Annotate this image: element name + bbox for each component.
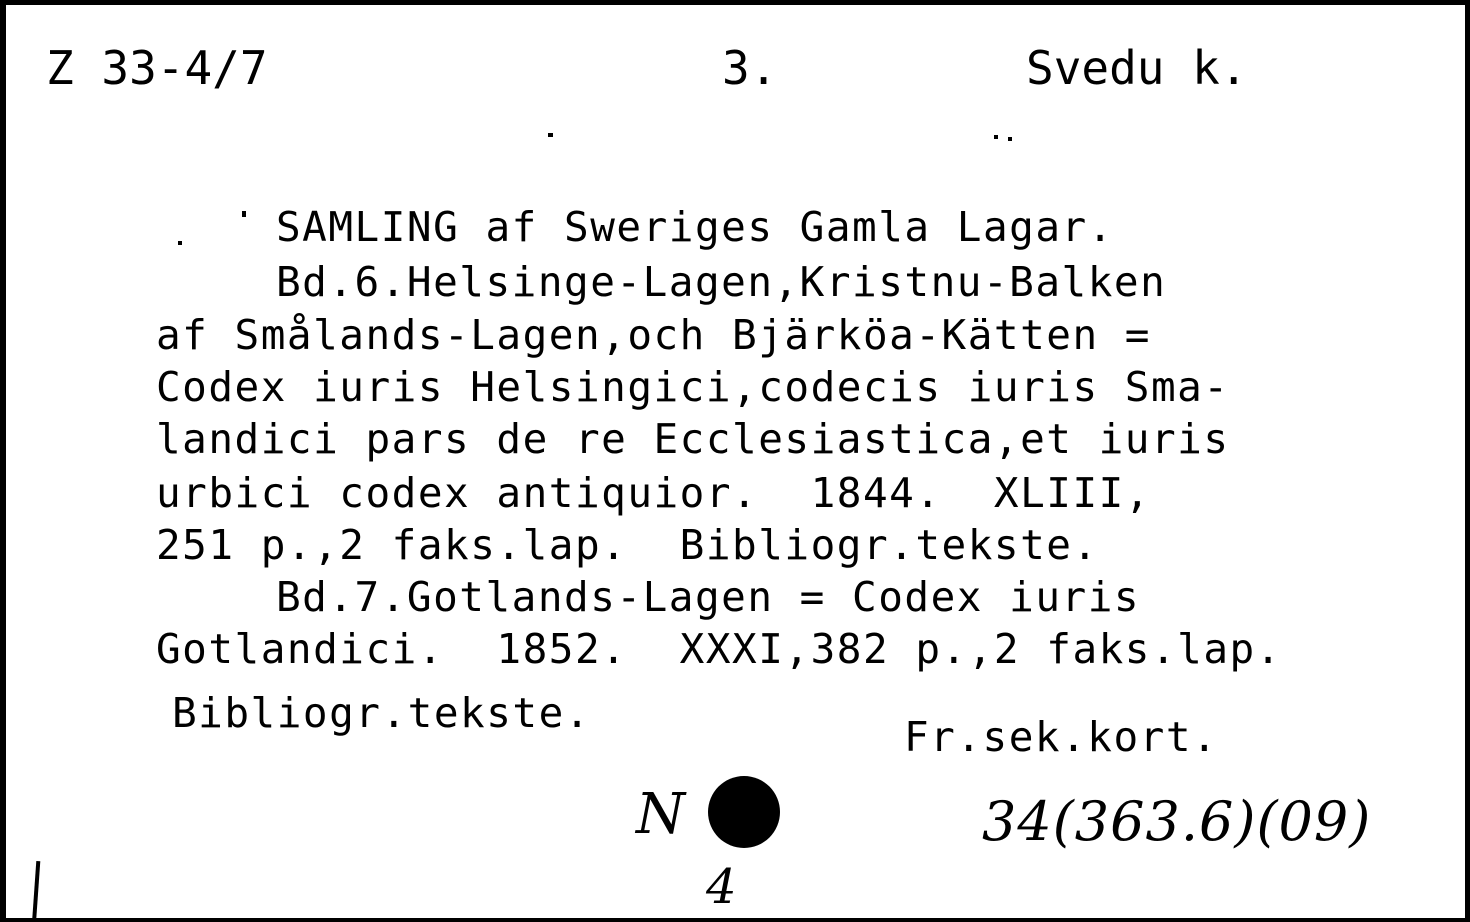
body-line-4: Codex iuris Helsingici,codecis iuris Sma- — [156, 363, 1230, 411]
speck-dot — [178, 241, 182, 245]
speck-dot — [994, 135, 998, 139]
speck-dot — [548, 133, 553, 137]
body-line-10: Bibliogr.tekste. — [172, 689, 591, 737]
body-line-9: Gotlandici. 1852. XXXI,382 p.,2 faks.lap. — [156, 625, 1282, 673]
card-number: 3. — [722, 41, 778, 95]
call-number: Z 33-4/7 — [46, 41, 268, 95]
body-line-1-title: SAMLING af Sweriges Gamla Lagar. — [276, 203, 1114, 251]
margin-stroke — [32, 861, 41, 922]
body-line-5: landici pars de re Ecclesiastica,et iuris — [156, 415, 1230, 463]
handwritten-classification: 34(363.6)(09) — [982, 790, 1372, 853]
note-secondary-card: Fr.sek.kort. — [904, 713, 1219, 761]
body-line-2: Bd.6.Helsinge-Lagen,Kristnu-Balken — [276, 258, 1167, 306]
speck-dot — [242, 211, 246, 217]
handwritten-mark-below: 4 — [706, 859, 737, 915]
punch-hole — [708, 776, 780, 848]
body-line-7: 251 p.,2 faks.lap. Bibliogr.tekste. — [156, 521, 1099, 569]
body-line-8: Bd.7.Gotlands-Lagen = Codex iuris — [276, 573, 1141, 621]
speck-dot — [1008, 137, 1012, 141]
handwritten-mark-left: N — [636, 782, 685, 847]
body-line-6: urbici codex antiquior. 1844. XLIII, — [156, 469, 1151, 517]
subject-heading: Svedu k. — [1026, 41, 1248, 95]
body-line-3: af Smålands-Lagen,och Bjärköa-Kätten = — [156, 311, 1151, 359]
